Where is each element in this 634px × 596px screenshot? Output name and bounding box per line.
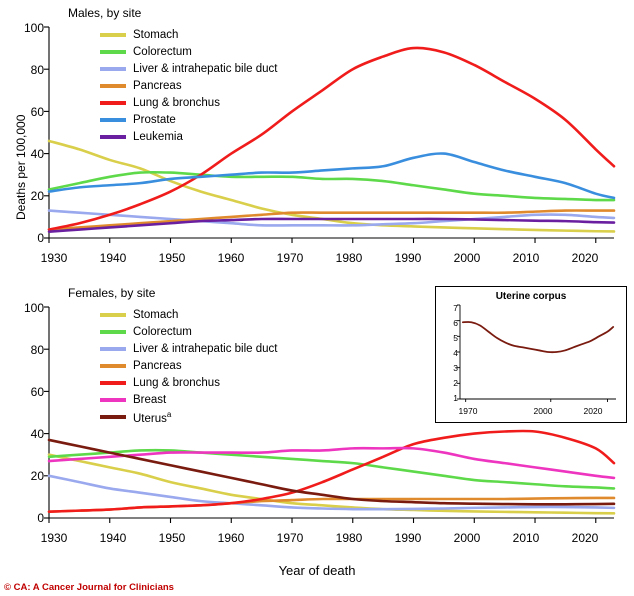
males-xtick-1950: 1950 (158, 251, 186, 265)
females-xtick-1990: 1990 (394, 531, 422, 545)
females-legend-label: Pancreas (133, 360, 182, 372)
males-ytick-60: 60 (30, 105, 44, 119)
inset-ytick-4: 4 (453, 348, 458, 358)
males-xtick-1970: 1970 (276, 251, 304, 265)
females-ytick-60: 60 (30, 385, 44, 399)
males-plot-area (0, 0, 634, 280)
males-xtick-1930: 1930 (40, 251, 68, 265)
uterus-footnote-marker: a (166, 409, 172, 419)
males-legend-label: Leukemia (133, 131, 183, 143)
males-legend-label: Colorectum (133, 46, 192, 58)
males-legend-label: Stomach (133, 29, 179, 41)
females-xtick-1940: 1940 (99, 531, 127, 545)
females-xtick-2010: 2010 (512, 531, 540, 545)
inset-ytick-7: 7 (453, 303, 458, 313)
females-xtick-2000: 2000 (453, 531, 481, 545)
males-xtick-2020: 2020 (571, 251, 599, 265)
inset-xtick-1970: 1970 (458, 406, 478, 416)
females-xtick-1960: 1960 (217, 531, 245, 545)
males-chart-panel (0, 0, 634, 280)
females-ytick-0: 0 (37, 511, 44, 525)
males-ytick-100: 100 (23, 21, 44, 35)
inset-xtick-2000: 2000 (533, 406, 553, 416)
males-legend-label: Pancreas (133, 80, 182, 92)
females-ytick-40: 40 (30, 427, 44, 441)
females-ytick-80: 80 (30, 343, 44, 357)
males-legend-label: Liver & intrahepatic bile duct (133, 63, 278, 75)
females-chart-title: Females, by site (68, 286, 156, 300)
females-legend-label: Colorectum (133, 326, 192, 338)
males-legend-label: Prostate (133, 114, 176, 126)
females-xtick-1970: 1970 (276, 531, 304, 545)
males-y-axis-label: Deaths per 100,000 (14, 114, 28, 220)
females-xtick-1950: 1950 (158, 531, 186, 545)
males-ytick-80: 80 (30, 63, 44, 77)
females-legend-label: Lung & bronchus (133, 377, 220, 389)
females-ytick-20: 20 (30, 469, 44, 483)
males-xtick-1990: 1990 (394, 251, 422, 265)
males-ytick-40: 40 (30, 147, 44, 161)
females-xtick-1930: 1930 (40, 531, 68, 545)
males-xtick-1960: 1960 (217, 251, 245, 265)
source-credit: © CA: A Cancer Journal for Clinicians (4, 582, 174, 593)
males-ytick-20: 20 (30, 189, 44, 203)
males-xtick-1940: 1940 (99, 251, 127, 265)
males-xtick-2010: 2010 (512, 251, 540, 265)
females-ytick-100: 100 (23, 301, 44, 315)
females-xtick-2020: 2020 (571, 531, 599, 545)
inset-xtick-2020: 2020 (583, 406, 603, 416)
inset-ytick-2: 2 (453, 378, 458, 388)
females-legend-label: Uterus (133, 412, 167, 425)
males-xtick-2000: 2000 (453, 251, 481, 265)
females-chart-panel (0, 280, 634, 570)
males-chart-title: Males, by site (68, 6, 142, 20)
males-ytick-0: 0 (37, 231, 44, 245)
females-xtick-1980: 1980 (335, 531, 363, 545)
inset-ytick-5: 5 (453, 333, 458, 343)
males-xtick-1980: 1980 (335, 251, 363, 265)
inset-ytick-6: 6 (453, 318, 458, 328)
males-legend-label: Lung & bronchus (133, 97, 220, 109)
inset-plot-area (436, 287, 626, 422)
inset-ytick-3: 3 (453, 363, 458, 373)
x-axis-label: Year of death (278, 563, 356, 578)
females-legend-label: Liver & intrahepatic bile duct (133, 343, 278, 355)
inset-title: Uterine corpus (495, 291, 567, 302)
inset-ytick-1: 1 (453, 393, 458, 403)
uterine-corpus-inset (435, 286, 627, 423)
females-legend-label: Stomach (133, 309, 179, 321)
females-legend-label: Breast (133, 394, 167, 406)
